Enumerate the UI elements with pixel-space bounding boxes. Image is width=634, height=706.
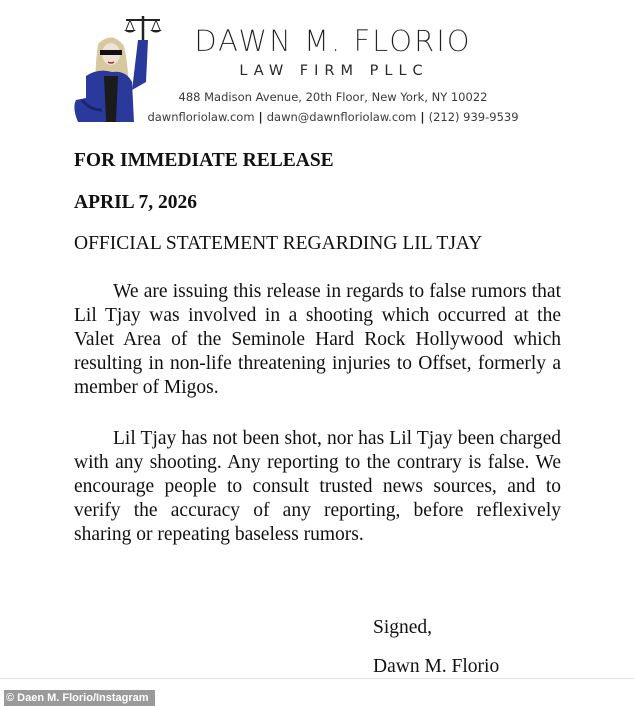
firm-phone: (212) 939-9539	[428, 110, 519, 124]
firm-contact	[138, 110, 528, 124]
release-date: APRIL 7, 2026	[74, 192, 197, 213]
divider	[0, 678, 634, 679]
release-heading: FOR IMMEDIATE RELEASE	[74, 150, 334, 171]
firm-address: 488 Madison Avenue, 20th Floor, New York, NY 10022	[178, 90, 488, 104]
photo-credit: © Daen M. Florio/Instagram	[4, 690, 155, 706]
separator: |	[420, 110, 425, 124]
statement-paragraph: We are issuing this release in regards to false rumors that Lil Tjay was involved in a shooting which occurred at the Valet Area of the Seminole Hard Rock Hollywood which resulting in non-life threatening injuries to Offset, formerly a member of Migos.	[74, 281, 561, 398]
firm-name: DAWN M. FLORIO	[194, 24, 472, 58]
firm-email: dawn@dawnfloriolaw.com	[266, 110, 417, 124]
letterhead	[0, 0, 634, 130]
signer-name: Dawn M. Florio	[373, 656, 500, 677]
release-subject: OFFICIAL STATEMENT REGARDING LIL TJAY	[74, 233, 483, 254]
separator: |	[258, 110, 263, 124]
signed-label: Signed,	[373, 617, 433, 638]
lady-justice-figure-icon	[68, 12, 168, 124]
firm-website: dawnfloriolaw.com	[147, 110, 255, 124]
firm-subtitle: LAW FIRM PLLC	[239, 63, 429, 79]
statement-paragraph: Lil Tjay has not been shot, nor has Lil Tjay been charged with any shooting. Any reporting to the contrary is false. We encourage people to consult trusted news sources, and to verify the accuracy of any reporting, before reflexively sharing or repeating baseless rumors.	[74, 428, 561, 545]
